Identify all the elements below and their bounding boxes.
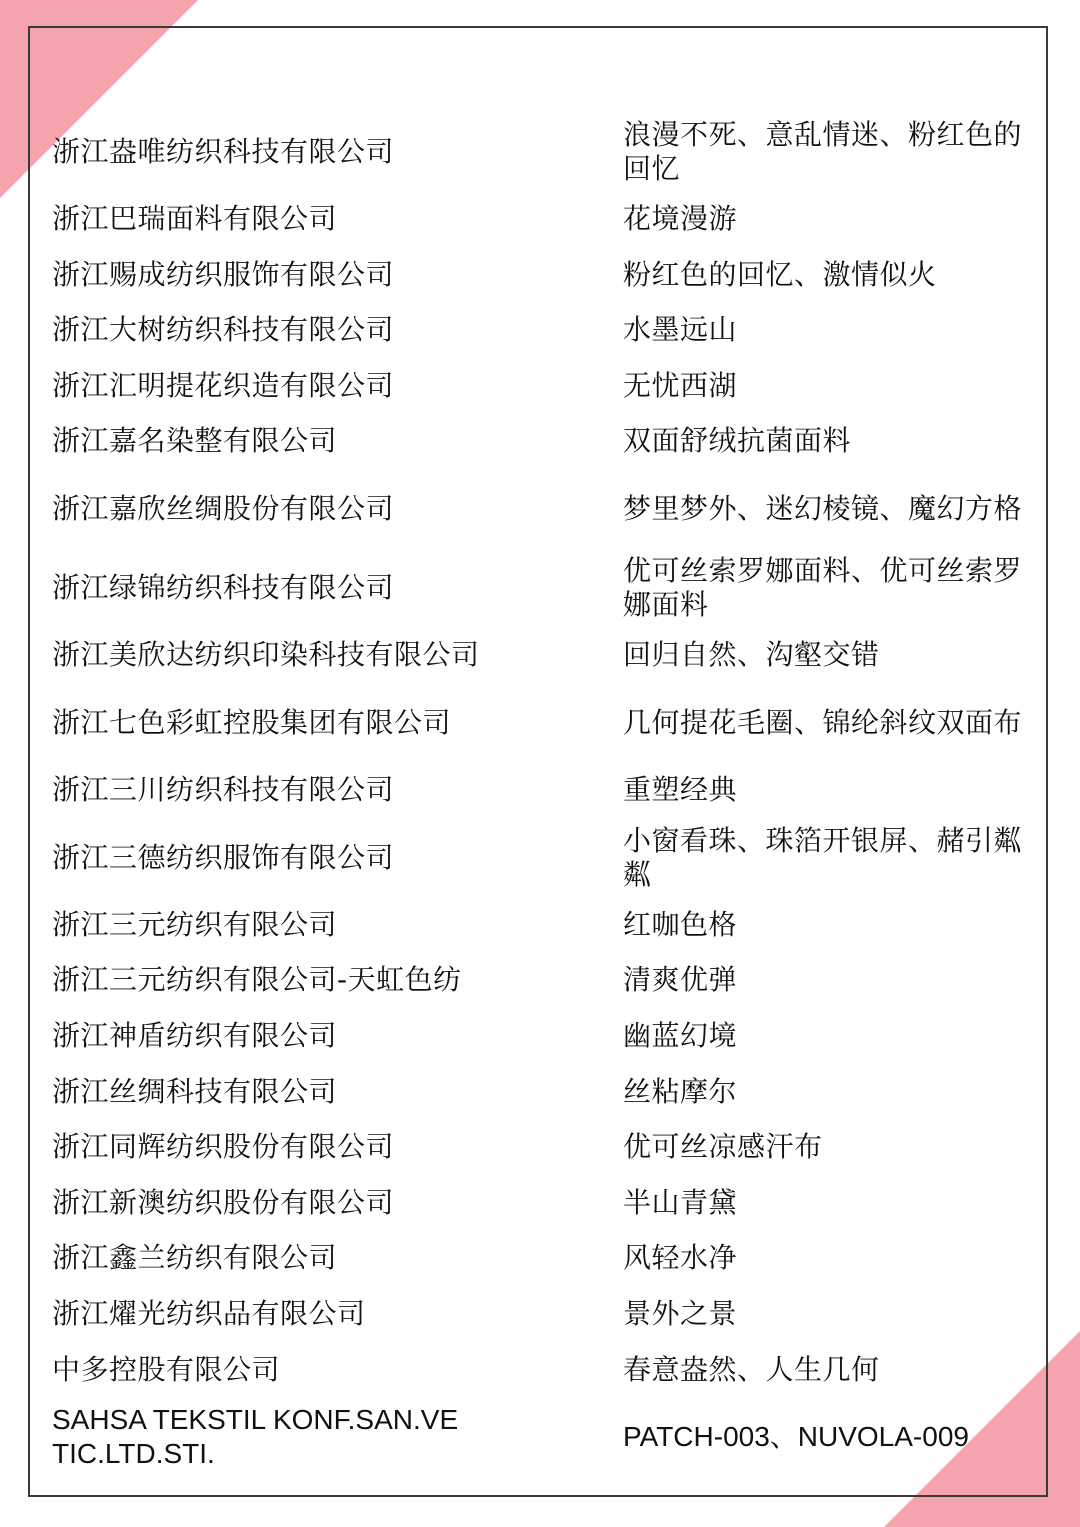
list-row [52,247,1032,303]
product-name: 无忧西湖 [623,368,738,402]
list-row [52,1231,1032,1287]
company-name: 浙江燿光纺织品有限公司 [52,1297,366,1331]
product-name: 重塑经典 [623,773,738,807]
company-name: 浙江七色彩虹控股集团有限公司 [52,705,452,739]
list-row [52,628,1032,684]
list-row [52,1342,1032,1398]
product-name: 梦里梦外、迷幻棱镜、魔幻方格 [623,491,1023,525]
company-name: 浙江盎唯纺织科技有限公司 [52,134,395,168]
company-name: 浙江三元纺织有限公司-天虹色纺 [52,963,462,997]
company-name: 浙江三川纺织科技有限公司 [52,773,395,807]
company-name: 浙江三德纺织服饰有限公司 [52,840,395,874]
product-name: 小窗看珠、珠箔开银屏、赭引粼粼 [623,823,1023,891]
company-name: 浙江三元纺织有限公司 [52,907,338,941]
company-name: SAHSA TEKSTIL KONF.SAN.VE TIC.LTD.STI. [52,1404,459,1470]
company-name: 浙江嘉欣丝绸股份有限公司 [52,491,395,525]
list-row [52,953,1032,1009]
list-row [52,302,1032,358]
list-row [52,818,1032,897]
product-name: 水墨远山 [623,313,738,347]
list-row [52,1008,1032,1064]
product-name: 几何提花毛圈、锦纶斜纹双面布 [623,705,1023,739]
company-name: 浙江鑫兰纺织有限公司 [52,1241,338,1275]
company-name: 浙江嘉名染整有限公司 [52,424,338,458]
product-name: 半山青黛 [623,1185,738,1219]
product-name: 粉红色的回忆、激情似火 [623,257,937,291]
product-name: 风轻水净 [623,1241,738,1275]
exhibitor-list [52,112,1032,1477]
product-name: 浪漫不死、意乱情迷、粉红色的回忆 [623,117,1023,185]
company-name: 浙江汇明提花织造有限公司 [52,368,395,402]
list-row [52,548,1032,627]
product-name: 回归自然、沟壑交错 [623,638,880,672]
company-name: 浙江大树纺织科技有限公司 [52,313,395,347]
list-row [52,1175,1032,1231]
product-name: 花境漫游 [623,201,738,235]
company-name: 浙江神盾纺织有限公司 [52,1019,338,1053]
list-row [52,112,1032,191]
product-name: 优可丝凉感汗布 [623,1130,823,1164]
list-row [52,1397,1032,1476]
company-name: 浙江赐成纺织服饰有限公司 [52,257,395,291]
product-name: 红咖色格 [623,907,738,941]
list-row [52,191,1032,247]
product-name: 丝粘摩尔 [623,1074,738,1108]
product-name: 双面舒绒抗菌面料 [623,424,852,458]
list-row [52,762,1032,818]
list-row [52,683,1032,762]
list-row [52,469,1032,548]
product-name: PATCH-003、NUVOLA-009 [623,1421,969,1453]
product-name: 春意盎然、人生几何 [623,1352,880,1386]
company-name: 浙江绿锦纺织科技有限公司 [52,570,395,604]
company-name: 浙江同辉纺织股份有限公司 [52,1130,395,1164]
product-name: 优可丝索罗娜面料、优可丝索罗娜面料 [623,553,1023,621]
company-name: 中多控股有限公司 [52,1352,281,1386]
list-row [52,1119,1032,1175]
list-row [52,358,1032,414]
product-name: 清爽优弹 [623,963,738,997]
company-name: 浙江新澳纺织股份有限公司 [52,1185,395,1219]
company-name: 浙江巴瑞面料有限公司 [52,201,338,235]
company-name: 浙江丝绸科技有限公司 [52,1074,338,1108]
product-name: 景外之景 [623,1297,738,1331]
company-name: 浙江美欣达纺织印染科技有限公司 [52,638,480,672]
list-row [52,414,1032,470]
list-row [52,1064,1032,1120]
list-row [52,897,1032,953]
product-name: 幽蓝幻境 [623,1019,738,1053]
list-row [52,1286,1032,1342]
